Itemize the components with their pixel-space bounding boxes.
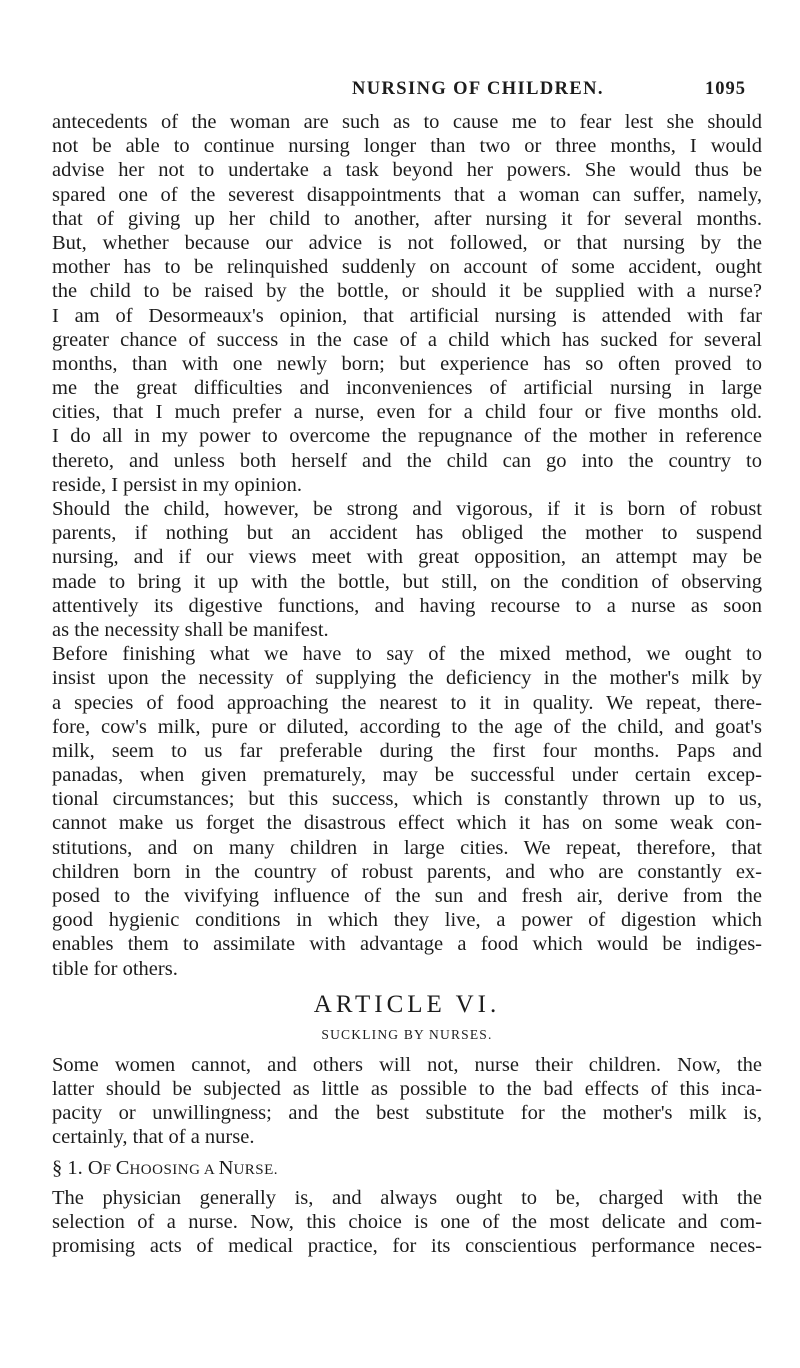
text-line: milk, seem to us far preferable during the first four months. Paps and [52,739,762,762]
text-line: Some women cannot, and others will not, nurse their children. Now, the [52,1053,762,1076]
page-body [52,110,762,1258]
running-head [0,79,800,103]
text-line: nursing, and if our views meet with great opposition, an attempt may be [52,546,762,569]
text-line: enables them to assimilate with advantage a food which would be indiges- [52,933,762,956]
text-line: promising acts of medical practice, for its conscientious performance neces- [52,1235,762,1258]
text-line: reside, I persist in my opinion. [52,473,302,496]
running-title: NURSING OF CHILDREN. [352,79,604,99]
text-line: certainly, that of a nurse. [52,1126,255,1149]
text-line: children born in the country of robust parents, and who are constantly ex- [52,860,762,883]
section-title-part: N [218,1156,234,1179]
text-line: panadas, when given prematurely, may be successful under certain excep- [52,764,762,787]
text-line: selection of a nurse. Now, this choice is one of the most delicate and com- [52,1210,762,1233]
text-line: pacity or unwillingness; and the best substitute for the mother's milk is, [52,1102,762,1125]
text-line: not be able to continue nursing longer than two or three months, I would [52,135,762,158]
section-title-part: C [115,1156,130,1179]
text-line: cannot make us forget the disastrous effect which it has on some weak con- [52,812,762,835]
text-line: posed to the vivifying influence of the sun and fresh air, derive from the [52,885,762,907]
paragraph [52,1053,762,1150]
text-line: Before finishing what we have to say of the mixed method, we ought to [52,643,762,666]
text-line: made to bring it up with the bottle, but still, on the condition of observing [52,570,762,593]
text-line: mother has to be relinquished suddenly on account of some accident, ought [52,256,762,279]
text-line: advise her not to undertake a task beyond her powers. She would thus be [52,159,762,182]
text-line: good hygienic conditions in which they live, a power of digestion which [52,909,762,932]
paragraph [52,642,762,981]
text-line: I do all in my power to overcome the repugnance of the mother in reference [52,425,762,448]
section-title-part: O [87,1156,103,1179]
paragraph [52,110,762,497]
text-line: I am of Desormeaux's opinion, that artificial nursing is attended with far [52,304,762,327]
text-line: Should the child, however, be strong and vigorous, if it is born of robust [52,498,762,520]
section-title-part: F [102,1161,116,1178]
text-line: the child to be raised by the bottle, or should it be supplied with a nurse? [52,280,762,303]
text-line: as the necessity shall be manifest. [52,618,329,641]
text-line: parents, if nothing but an accident has obliged the mother to suspend [52,522,762,545]
text-line: latter should be subjected as little as possible to the bad effects of this inca- [52,1077,762,1100]
text-line: months, than with one newly born; but experience has so often proved to [52,352,762,375]
text-line: fore, cow's milk, pure or diluted, according to the age of the child, and goat's [52,715,762,738]
text-line: cities, that I much prefer a nurse, even for a child four or five months old. [52,401,762,424]
text-line: thereto, and unless both herself and the child can go into the country to [52,449,762,472]
text-line: spared one of the severest disappointments that a woman can suffer, namely, [52,183,762,206]
text-line: tional circumstances; but this success, which is constantly thrown up to us, [52,788,762,811]
article-subheading: SUCKLING BY NURSES. [321,1026,493,1042]
text-line: tible for others. [52,957,178,980]
text-line: that of giving up her child to another, after nursing it for several months. [52,207,762,230]
text-line: me the great difficulties and inconveniences of artificial nursing in large [52,377,762,400]
section-heading [52,1156,762,1180]
text-line: greater chance of success in the case of a child which has sucked for several [52,328,762,351]
text-line: But, whether because our advice is not followed, or that nursing by the [52,231,762,254]
text-line: attentively its digestive functions, and having recourse to a nurse as soon [52,594,762,617]
article-heading: ARTICLE VI. [313,990,501,1018]
text-line: The physician generally is, and always ought to be, charged with the [52,1186,762,1209]
text-line: insist upon the necessity of supplying the deficiency in the mother's milk by [52,667,762,690]
text-line: antecedents of the woman are such as to cause me to fear lest she should [52,111,762,133]
section-title-part: HOOSING A [129,1161,219,1178]
section-number: § 1. [52,1156,83,1179]
text-line: a species of food approaching the nearest to it in quality. We repeat, there- [52,691,762,714]
paragraph [52,1186,762,1259]
section-title-part: URSE. [233,1161,279,1178]
paragraph [52,497,762,642]
page-number: 1095 [705,79,746,99]
text-line: stitutions, and on many children in large cities. We repeat, therefore, that [52,836,762,859]
